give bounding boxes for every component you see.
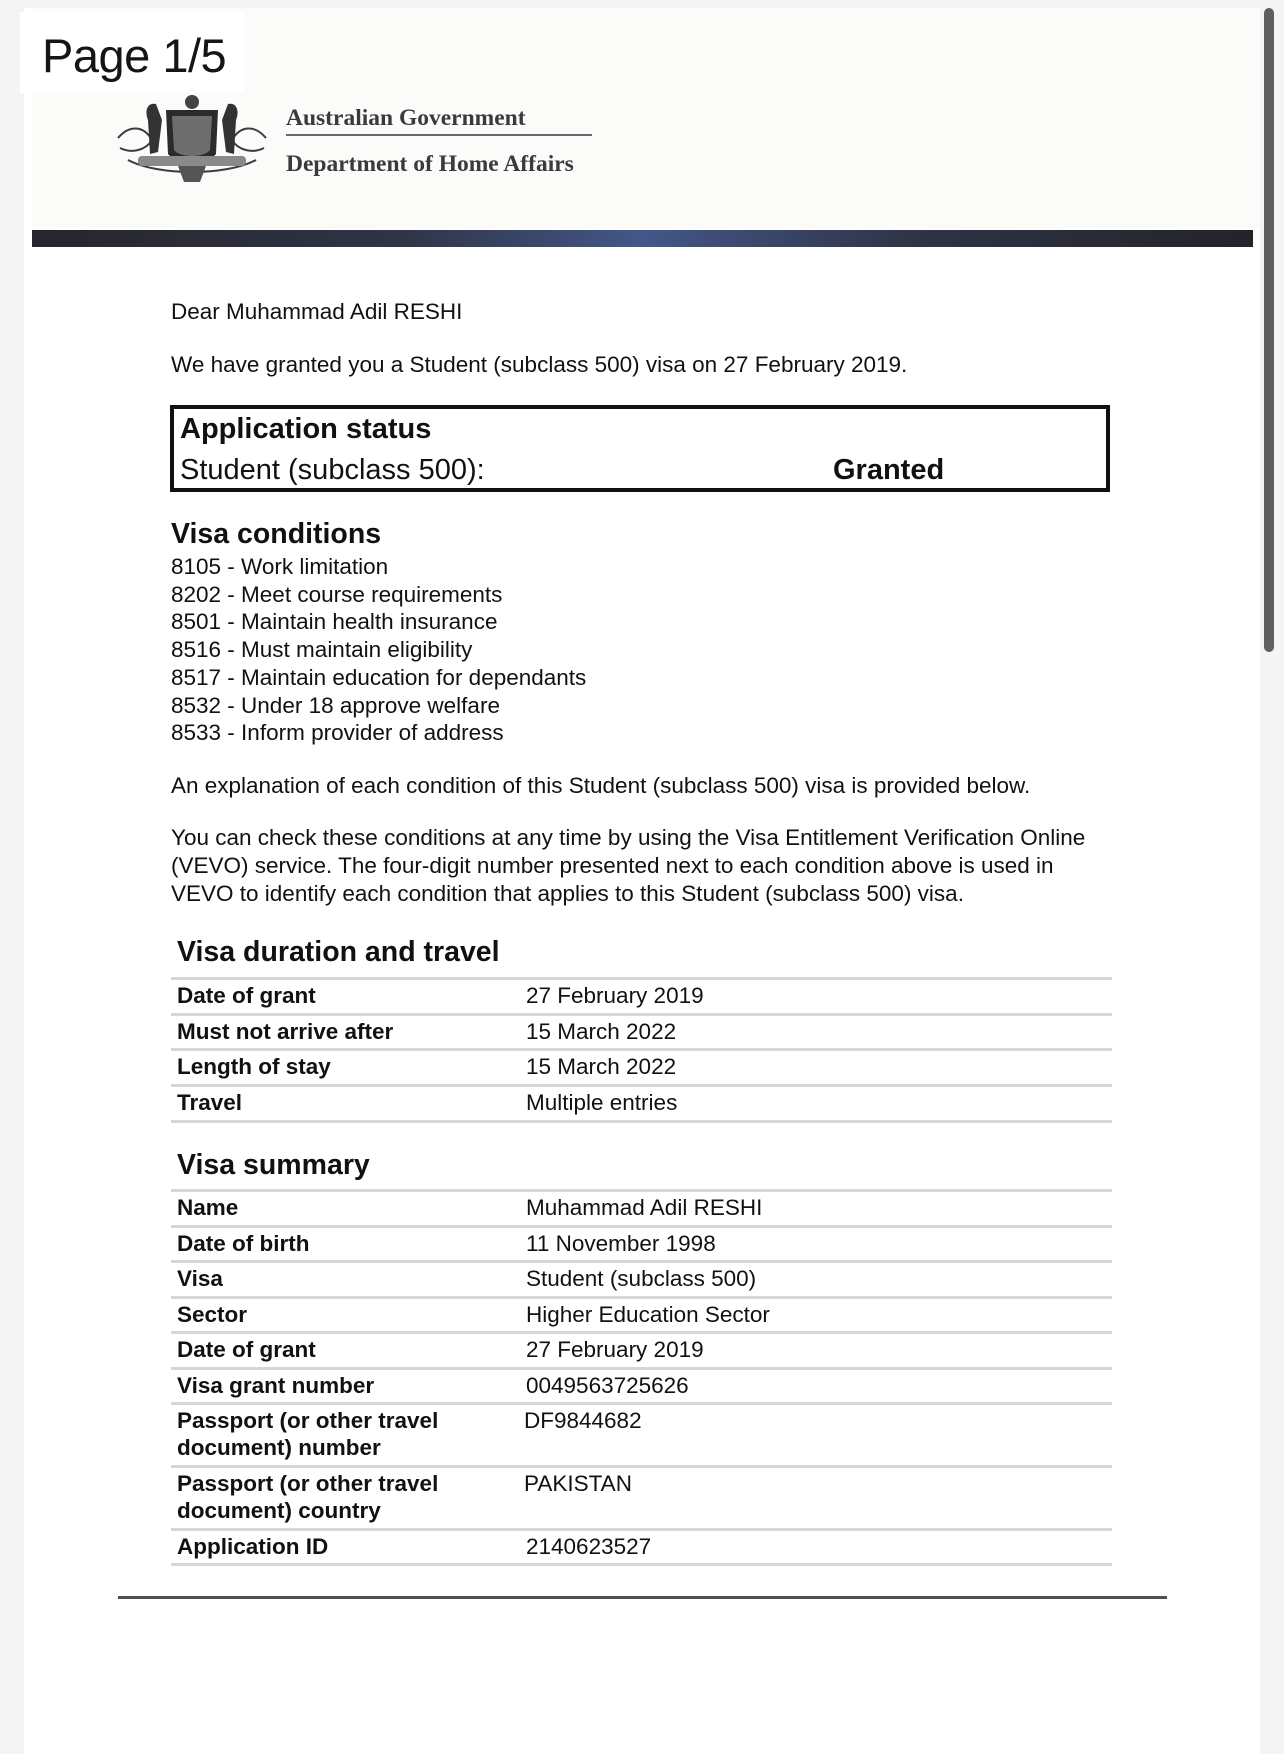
row-value: Student (subclass 500): [526, 1266, 757, 1291]
table-row: [171, 1087, 1112, 1123]
row-key: Travel: [177, 1090, 243, 1115]
header-color-bar: [32, 230, 1253, 247]
list-item: 8516 - Must maintain eligibility: [171, 637, 473, 663]
row-value: 27 February 2019: [526, 983, 704, 1008]
wordmark-divider: [286, 134, 592, 136]
vevo-line: (VEVO) service. The four-digit number presented next to each condition above is used in: [171, 853, 1054, 878]
row-value: 15 March 2022: [526, 1054, 677, 1079]
row-value: 15 March 2022: [526, 1019, 677, 1044]
table-row: [171, 980, 1112, 1016]
application-status-box: [170, 405, 1110, 492]
row-value: 27 February 2019: [526, 1337, 704, 1362]
row-key: [177, 1470, 477, 1524]
table-row: [171, 1228, 1112, 1263]
greeting: Dear Muhammad Adil RESHI: [171, 299, 463, 324]
status-badge: Granted: [833, 454, 945, 486]
grant-sentence: We have granted you a Student (subclass 500) visa on 27 February 2019.: [171, 352, 908, 377]
row-key: Application ID: [177, 1534, 329, 1559]
table-row: [171, 1051, 1112, 1087]
row-key-line: Passport (or other travel: [177, 1408, 439, 1433]
list-item: 8202 - Meet course requirements: [171, 581, 503, 607]
list-item: 8532 - Under 18 approve welfare: [171, 692, 500, 718]
row-value: PAKISTAN: [524, 1471, 632, 1496]
row-key: Must not arrive after: [177, 1019, 394, 1044]
table-row: [171, 1299, 1112, 1334]
conditions-explanation: An explanation of each condition of this Student (subclass 500) visa is provided below.: [171, 773, 1031, 798]
visa-conditions-title: Visa conditions: [171, 518, 382, 550]
row-key: Date of grant: [177, 983, 316, 1008]
page-indicator: Page 1/5: [20, 12, 244, 93]
table-row: [171, 1370, 1112, 1405]
row-value: 0049563725626: [526, 1373, 689, 1398]
application-status-title: Application status: [180, 413, 432, 445]
footer-divider: [118, 1596, 1167, 1599]
row-key: Date of birth: [177, 1231, 310, 1256]
table-row: [171, 1405, 1112, 1468]
list-item: 8501 - Maintain health insurance: [171, 609, 498, 635]
row-value: Multiple entries: [526, 1090, 678, 1115]
row-key: [177, 1407, 477, 1461]
row-key-line: document) country: [177, 1498, 381, 1523]
row-value: DF9844682: [524, 1408, 642, 1433]
duration-travel-table: [171, 977, 1112, 1123]
vevo-line: You can check these conditions at any time by using the Visa Entitlement Verification Online: [171, 825, 1086, 850]
status-visa-label: Student (subclass 500):: [180, 454, 485, 486]
visa-conditions-list: [171, 553, 586, 747]
duration-travel-title: Visa duration and travel: [177, 936, 500, 968]
row-value: Higher Education Sector: [526, 1302, 770, 1327]
list-item: 8533 - Inform provider of address: [171, 720, 504, 746]
table-row: [171, 1468, 1112, 1531]
list-item: 8105 - Work limitation: [171, 554, 389, 579]
government-wordmark: [286, 102, 592, 178]
row-value: Muhammad Adil RESHI: [526, 1195, 763, 1220]
table-row: [171, 1016, 1112, 1051]
row-key: Name: [177, 1195, 239, 1220]
vevo-paragraph: [171, 824, 1085, 908]
row-key-line: document) number: [177, 1435, 381, 1460]
table-row: [171, 1192, 1112, 1228]
vevo-line: VEVO to identify each condition that applies to this Student (subclass 500) visa.: [171, 881, 964, 906]
row-key-line: Passport (or other travel: [177, 1471, 439, 1496]
list-item: 8517 - Maintain education for dependants: [171, 664, 587, 690]
table-row: [171, 1531, 1112, 1566]
visa-summary-title: Visa summary: [177, 1149, 370, 1181]
table-row: [171, 1334, 1112, 1370]
table-row: [171, 1263, 1112, 1299]
row-key: Sector: [177, 1302, 248, 1327]
commonwealth-coat-of-arms-icon: [108, 90, 276, 190]
government-name: Australian Government: [286, 105, 526, 131]
row-value: 11 November 1998: [526, 1231, 716, 1256]
row-key: Visa grant number: [177, 1373, 375, 1398]
row-value: 2140623527: [526, 1534, 652, 1559]
row-key: Date of grant: [177, 1337, 316, 1362]
row-key: Length of stay: [177, 1054, 331, 1079]
visa-summary-table: [171, 1189, 1112, 1566]
department-name: Department of Home Affairs: [286, 151, 574, 177]
row-key: Visa: [177, 1266, 223, 1291]
vertical-scrollbar[interactable]: [1264, 8, 1274, 652]
